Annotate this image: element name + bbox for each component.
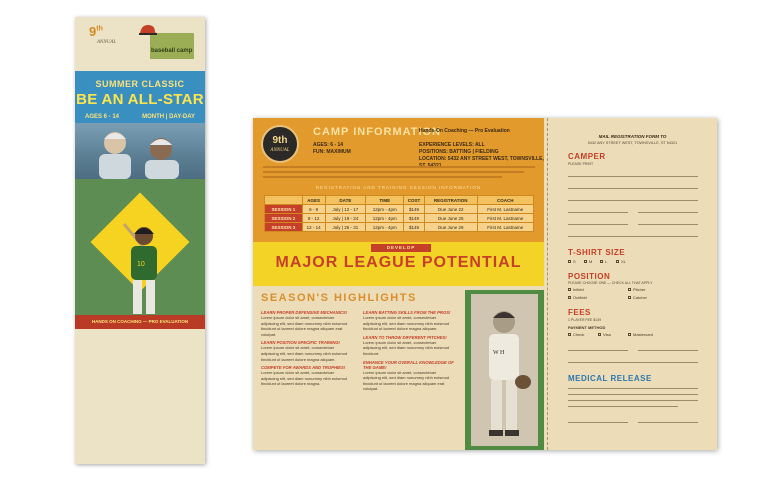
address-field[interactable] [568,188,698,189]
svg-text:W H: W H [493,350,505,356]
batter-illustration [120,214,164,314]
table-row: SESSION 2 9 - 12 July | 19 - 24 12pm - 4pm $149 Due June 25 First M. Lastname [265,214,534,223]
medical-line-4 [568,406,678,407]
form-address: 5432 ANY STREET WEST, TOWNSVILLE, ST 54321 [587,141,678,145]
headline: BE AN ALL-STAR [76,91,204,108]
front-header [75,17,205,71]
infield-checkbox[interactable] [568,288,571,291]
camper-heading: CAMPER [568,152,606,161]
camp-information-section [253,118,544,242]
registration-form: MAIL REGISTRATION FORM TO 5432 ANY STREET WEST, TOWNSVILLE, ST 54321 CAMPER PLEASE PRINT T-SHIRT SIZE S M L XL POSITION PLEASE CHOOSE ONE — CHECK ALL THAT APPLY Infield Pitcher Outfield Catcher FEES 1 PLAYER FEE $149 PAYMENT METHOD Check Visa Mastercard MEDICAL RELEASE [547,118,717,450]
medical-line-3 [568,400,698,401]
filler-text-lines [263,166,535,181]
parent-field[interactable] [568,236,698,237]
edition-number: 9th [89,24,103,39]
table-row: SESSION 1 6 - 9 July | 12 - 17 12pm - 4pm $149 Due June 22 First M. Lastname [265,205,534,214]
front-footer: HANDS ON COACHING — PRO EVALUATION [75,315,205,329]
email-field[interactable] [638,212,698,213]
name-field[interactable] [568,176,698,177]
expiration-field[interactable] [638,350,698,351]
edition-badge: 9th ANNUAL [261,125,299,163]
medical-release-heading: MEDICAL RELEASE [568,374,652,383]
brochure-front-panel [75,17,205,464]
kids-photo [75,123,205,179]
city-field[interactable] [568,200,698,201]
tshirt-heading: T-SHIRT SIZE [568,248,626,257]
catcher-checkbox[interactable] [628,296,631,299]
camp-info-subtitle: Hands-On Coaching — Pro Evaluation [419,128,510,134]
highlights-column-1: LEARN PROPER DEFENSIVE MECHANICS! Lorem ipsum dolor sit amet, consectetuer adipiscing elit, sed diam nonummy nibh euismod tincidunt ut laoreet dolore magna aliquam erat volutpat. LEARN POSITION SPECIFIC TRAINING! Lorem ipsum dolor sit amet, consectetuer adipiscing elit, sed diam nonummy nibh euismod tincidunt ut laoreet dolore magna aliquam. COMPETE FOR AWARDS AND TROPHIES! Lorem ipsum dolor sit amet, consectetuer adipiscing elit, sed diam nonummy nibh euismod tincidunt ut laoreet dolore magna. [261,310,348,387]
position-note: PLEASE CHOOSE ONE — CHECK ALL THAT APPLY [568,281,653,285]
camp-info-title: CAMP INFORMATION [313,126,442,138]
develop-tag: DEVELOP [371,244,431,252]
release-date-field[interactable] [638,422,698,423]
pitcher-checkbox[interactable] [628,288,631,291]
batter-photo-area [75,179,205,315]
camp-facts-left: AGES: 6 - 14 FUN: MAXIMUM [313,142,351,155]
logo-text: baseball camp [151,48,193,54]
visa-checkbox[interactable] [598,333,601,336]
card-number-field[interactable] [568,350,628,351]
size-l-checkbox[interactable] [600,260,603,263]
age-field[interactable] [638,224,698,225]
brochure-inside-spread [253,118,717,450]
medical-line-1 [568,388,698,389]
edition-label: ANNUAL [97,40,117,45]
table-header-row: AGES DATE TIME COST REGISTRATION COACH [265,196,534,205]
signature-field[interactable] [568,362,698,363]
front-hero [75,71,205,179]
registration-title: REGISTRATION AND TRAINING SESSION INFORMATION [315,185,482,190]
size-m-checkbox[interactable] [584,260,587,263]
size-xl-checkbox[interactable] [616,260,619,263]
highlights-title: SEASON'S HIGHLIGHTS [261,292,417,304]
major-league-headline: MAJOR LEAGUE POTENTIAL [275,254,522,271]
payment-method-label: PAYMENT METHOD [568,325,606,330]
vintage-player-illustration [471,294,538,446]
fees-note: 1 PLAYER FEE $149 [568,318,602,322]
birthdate-field[interactable] [568,224,628,225]
medical-line-2 [568,394,698,395]
size-s-checkbox[interactable] [568,260,571,263]
form-heading: MAIL REGISTRATION FORM TO [598,134,667,139]
sessions-table [264,195,534,232]
camp-logo [138,23,196,63]
release-signature-field[interactable] [568,422,628,423]
vintage-player-photo [465,290,544,450]
position-heading: POSITION [568,272,611,281]
outfield-checkbox[interactable] [568,296,571,299]
check-checkbox[interactable] [568,333,571,336]
camp-facts-right: EXPERIENCE LEVELS: ALL POSITIONS: BATTING | FIELDING LOCATION: 5432 ANY STREET WEST, TOWNSVILLE, [419,142,544,162]
camper-note: PLEASE PRINT [568,162,594,166]
table-row: SESSION 3 12 - 14 July | 26 - 31 12pm - 4pm $149 Due June 29 First M. Lastname [265,223,534,232]
phone-field[interactable] [568,212,628,213]
month-day: MONTH | DAY-DAY [142,114,195,120]
fees-heading: FEES [568,308,591,317]
svg-text:10: 10 [137,261,145,268]
baseball-cap-icon [138,23,158,37]
highlights-column-2: LEARN BATTING SKILLS FROM THE PROS! Lorem ipsum dolor sit amet, consectetuer adipiscing elit, sed diam nonummy nibh euismod tincidunt ut laoreet dolore magna aliquam. LEARN TO THROW DIFFERENT PITCHES! Lorem ipsum dolor sit amet, consectetuer adipiscing elit, sed diam nonummy nibh euismod tincidunt. ENHANCE YOUR OVERALL KNOWLEDGE OF THE GAME! Lorem ipsum dolor sit amet, consectetuer adipiscing elit, sed diam nonummy nibh euismod tincidunt ut laoreet dolore magna aliquam erat volutpat. [363,310,454,392]
tagline: SUMMER CLASSIC [95,79,185,89]
major-league-banner [253,242,544,286]
kids-illustration [75,123,205,179]
mastercard-checkbox[interactable] [628,333,631,336]
ages: AGES 6 - 14 [85,114,120,120]
